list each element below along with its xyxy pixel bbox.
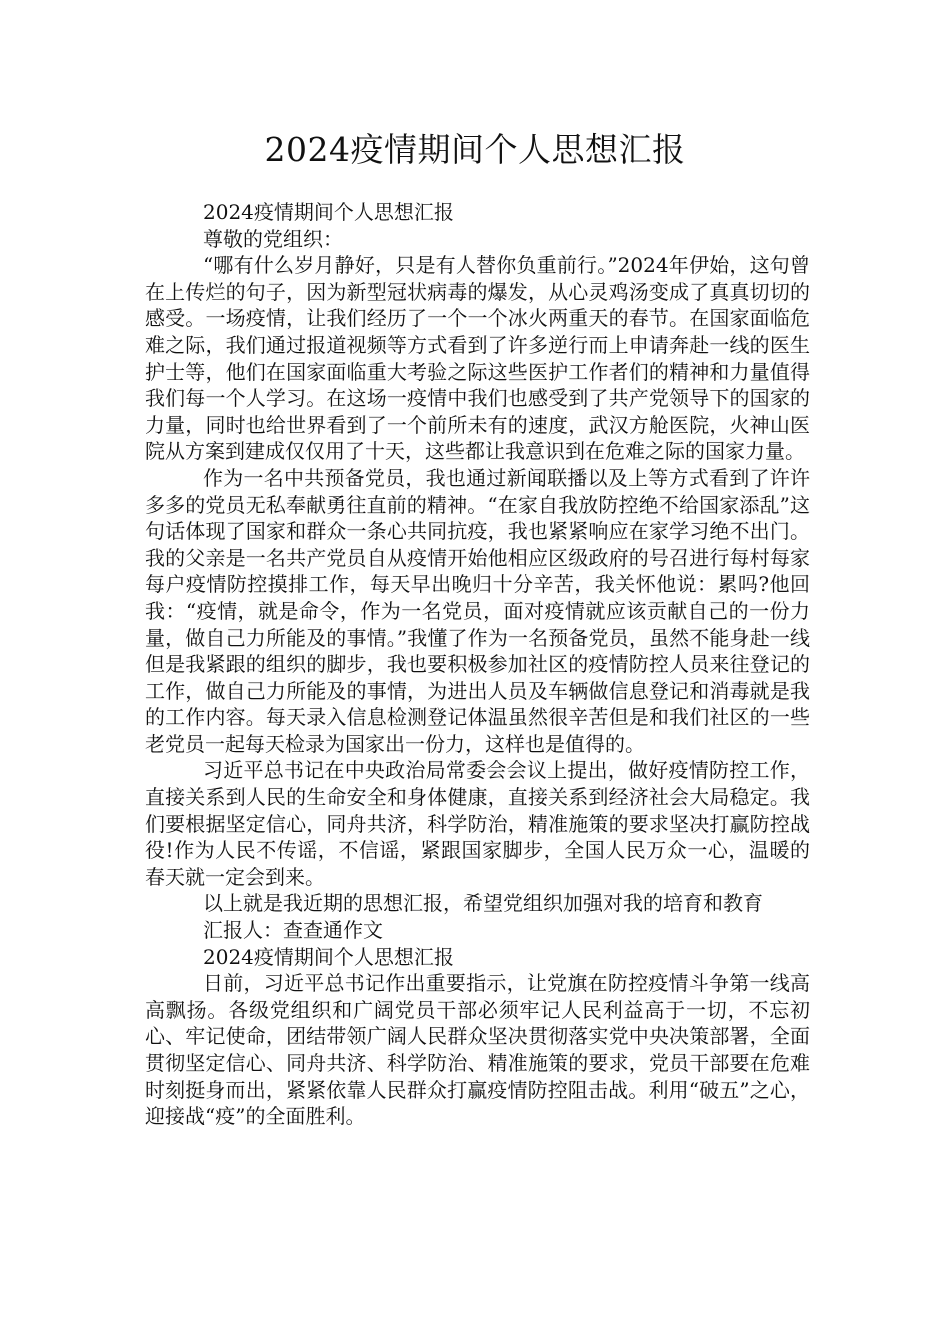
paragraph-closing: 以上就是我近期的思想汇报，希望党组织加强对我的培育和教育: [203, 891, 763, 916]
paragraph-reporter: 汇报人：查查通作文: [203, 918, 383, 943]
paragraph-xi-speech: 习近平总书记在中央政治局常委会会议上提出，做好疫情防控工作，直接关系到人民的生命安全和身体健康，直接关系到经济社会大局稳定。我们要根据坚定信心，同舟共济，科学防治，精准施策的要求坚决打赢防控战役!作为人民不传谣，不信谣，紧跟国家脚步，全国人民万众一心，温暖的春天就一定会到来。: [145, 758, 810, 889]
document-body: [145, 199, 810, 1130]
paragraph-second-body: 日前，习近平总书记作出重要指示，让党旗在防控疫情斗争第一线高高飘扬。各级党组织和广阔党员干部必须牢记人民利益高于一切，不忘初心、牢记使命，团结带领广阔人民群众坚决贯彻落实党中央决策部署，全面贯彻坚定信心、同舟共济、科学防治、精准施策的要求，党员干部要在危难时刻挺身而出，紧紧依靠人民群众打赢疫情防控阻击战。利用“破五”之心，迎接战“疫”的全面胜利。: [145, 971, 810, 1129]
paragraph-intro: “哪有什么岁月静好，只是有人替你负重前行。”2024年伊始，这句曾在上传烂的句子，因为新型冠状病毒的爆发，从心灵鸡汤变成了真真切切的感受。一场疫情，让我们经历了一个一个冰火两重天的春节。在国家面临危难之际，我们通过报道视频等方式看到了许多逆行而上申请奔赴一线的医生护士等，他们在国家面临重大考验之际这些医护工作者们的精神和力量值得我们每一个人学习。在这场一疫情中我们也感受到了共产党领导下的国家的力量，同时也给世界看到了一个前所未有的速度，武汉方舱医院，火神山医院从方案到建成仅仅用了十天，这些都让我意识到在危难之际的国家力量。: [145, 253, 810, 464]
paragraph-salutation: 尊敬的党组织：: [203, 226, 343, 251]
paragraph-party-member: 作为一名中共预备党员，我也通过新闻联播以及上等方式看到了许许多多的党员无私奉献勇往直前的精神。“在家自我放防控绝不给国家添乱”这句话体现了国家和群众一条心共同抗疫，我也紧紧响应在家学习绝不出门。我的父亲是一名共产党员自从疫情开始他相应区级政府的号召进行每村每家每户疫情防控摸排工作，每天早出晚归十分辛苦，我关怀他说：累吗?他回我：“疫情，就是命令，作为一名党员，面对疫情就应该贡献自己的一份力量，做自己力所能及的事情。”我懂了作为一名预备党员，虽然不能身赴一线但是我紧跟的组织的脚步，我也要积极参加社区的疫情防控人员来往登记的工作，做自己力所能及的事情，为进出人员及车辆做信息登记和消毒就是我的工作内容。每天录入信息检测登记体温虽然很辛苦但是和我们社区的一些老党员一起每天检录为国家出一份力，这样也是值得的。: [145, 465, 810, 756]
document-title: 2024疫情期间个人思想汇报: [264, 130, 686, 169]
paragraph-heading: 2024疫情期间个人思想汇报: [203, 200, 454, 224]
paragraph-second-heading: 2024疫情期间个人思想汇报: [203, 944, 454, 969]
